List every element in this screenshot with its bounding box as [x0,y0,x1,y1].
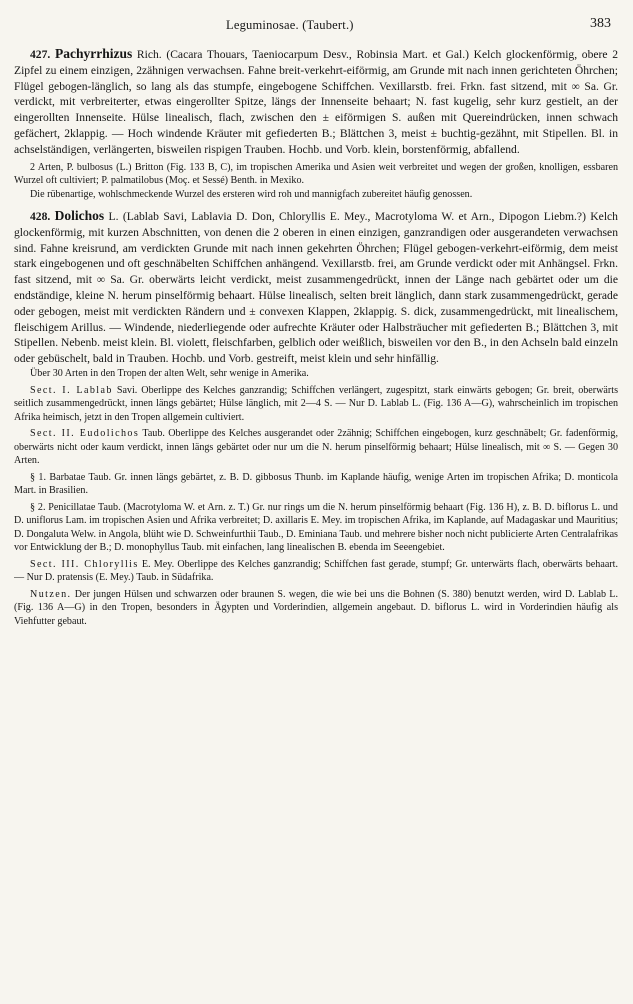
subsection-text: Taub. Gr. innen längs gebärtet, z. B. D. gibbosus Thunb. im Kaplande häufig, wenige Arten im tropischen Afrika; D. monticola Mart. in Brasilien. [14,471,618,497]
section-lablab [14,384,618,425]
subsection-penicillatae [14,501,618,555]
entry-428-summary: Über 30 Arten in den Tropen der alten Welt, sehr wenige in Amerika. [30,368,309,380]
running-header [0,14,633,36]
header-title: Leguminosae. (Taubert.) [226,18,354,32]
section-eudolichos [14,427,618,468]
subsection-label: § 2. Penicillatae [30,501,96,513]
section-label: Sect. II. Eudolichos [30,428,140,440]
section-text: Taub. Oberlippe des Kelches ausgerandet oder 2zähnig; Schiffchen eingebogen, kurz geschnäbelt; Gr. fadenförmig, oberwärts nicht oder kaum verdickt, innen längs gebärtet oder nur um die N. herum pinselförmig behaart; Hülse linealisch, mit ∞ S. — Gegen 30 Arten. [14,428,618,467]
entry-text: (Cacara Thouars, Taeniocarpum Desv., Robinsia Mart. et Gal.) Kelch glockenförmig, obere 2 Zipfel zu einem einzigen, 2zähnigen verwachsen. Fahne breit-verkehrt-eiförmig, am Grunde mit nach innen gerichteten Öhrchen; Flügel gebogen-länglich, so lang als das stumpfe, eingebogene Schiffchen. Vexillarstb. frei. Frkn. fast sitzend, mit ∞ Sa. Gr. verdickt, mit verbreiterter, etwas eingerollter Spitze, längs der Innenseite behaart; N. fast kugelig, sehr kurz gestielt, an der eingerollten Innenseite. Hülse linealisch, flach, zwischen den ± eiförmigen S. außen mit Quereindrücken, innen schwach gefächert, 2klappig. — Hoch windende Kräuter mit gefiederten B.; Blättchen 3, meist ± buchtig-gezähnt, mit Stipellen. Bl. in achselständigen, verlängerten, bisweilen rispigen Trauben. Hochb. und Vorb. klein, borstenförmig, abfallend. [14,48,618,156]
genus-name: Dolichos [54,208,105,224]
entry-428-description [14,208,618,367]
usage-text: Der jungen Hülsen und schwarzen oder braunen S. wegen, die wie bei uns die Bohnen (S. 380) benutzt werden, wird D. Lablab L. (Fig. 136 A—G) in den Tropen, besonders in Ägypten und Vorderindien, allgemein angebaut. D. biflorus L. wird in Vorderindien häufig als Viehfutter gebaut. [14,588,618,627]
subsection-text: Taub. (Macrotyloma W. et Arn. z. T.) Gr. nur rings um die N. herum pinselförmig behaart (Fig. 136 H), z. B. D. biflorus L. und D. uniflorus Lam. im tropischen Asien und Afrika verbreitet; D. axillaris E. Mey. im tropischen Afrika, im Kaplande, auf Madagaskar und Mauritius; D. Dongaluta Welw. in Angola, blüht wie D. Schweinfurthii Taub., D. Eminiana Taub. und mehrere bisher noch nicht publicierte Arten Centralafrikas vor Entwicklung der B.; D. monophyllus Taub. mit einfachen, lang linealischen B. ebenda im Seeengebiet. [14,501,618,554]
entry-text: (Lablab Savi, Lablavia D. Don, Chloryllis E. Mey., Macrotyloma W. et Arn., Dipogon Liebm.?) Kelch glockenförmig, mit kurzen Abschnitten, von denen die 2 oberen in einen einzigen, ganzrandigen oder ausgerandeten verwachsen sind. Fahne kreisrund, am verdickten Grunde mit nach innen gekehrten Öhrchen; Flügel gebogen-verkehrt-eiförmig, dem meist stark eingebogenen und oft geschnäbelten Schiffchen anhängend. Vexillarstb. frei, am Grunde verdickt oder mit Anhängsel. Frkn. fast sitzend, mit ∞ Sa. Gr. oberwärts leicht verdickt, meist zusammengedrückt, innen der Länge nach gebärtet oder um die endständige, kleine N. herum pinselförmig behaart. Hülse linealisch, selten breit länglich, dann stark zusammengedrückt, gerade oder gebogen, meist mit verdickten Rändern und ± convexen Klappen, 2klappig. S. dick, zusammengedrückt, mit linealischem, fleischigem Arillus. — Windende, niederliegende oder aufrechte Kräuter oder Halbsträucher mit gefiederten B.; Blättchen 3, mit Stipellen. Nebenb. meist klein. Bl. violett, fleischfarben, gelblich oder weißlich, bisweilen vor den B., in den Achseln bald einzeln oder gebüschelt, bald in Trauben. Hochb. und Vorb. gestreift, meist klein und sehr hinfällig. [14,210,618,366]
usage-label: Nutzen. [30,588,72,600]
entry-number: 428. [30,210,51,224]
section-label: Sect. I. Lablab [30,384,113,396]
usage-paragraph [14,588,618,629]
entry-427-species-note: 2 Arten, P. bulbosus (L.) Britton (Fig. 133 B, C), im tropischen Amerika und Asien weit verbreitet und wegen der großen, knolligen, essbaren Wurzel oft cultiviert; P. palmatilobus (Moç. et Sessé) Benth. in Mexiko. [14,161,618,187]
entry-427-usage-note: Die rübenartige, wohlschmeckende Wurzel des ersteren wird roh und mannigfach zubereitet häufig genossen. [30,188,473,200]
page-body [14,46,618,996]
genus-author: L. [104,210,119,224]
genus-author: Rich. [132,48,162,61]
genus-name: Pachyrrhizus [54,46,133,61]
section-text: E. Mey. Oberlippe des Kelches ganzrandig; Schiffchen fast gerade, stumpf; Gr. unterwärts flach, oberwärts behaart. — Nur D. pratensis (E. Mey.) Taub. in Südafrika. [14,558,618,584]
page-number: 383 [590,16,611,31]
section-label: Sect. III. Chloryllis [30,558,139,570]
section-chloryllis [14,558,618,585]
entry-427-description [14,46,618,158]
subsection-label: § 1. Barbatae [30,471,86,483]
section-text: Savi. Oberlippe des Kelches ganzrandig; Schiffchen verlängert, zugespitzt, stark einwärts gebogen; Gr. breit, oberwärts seitlich zusammengedrückt, innen längs gebärtet; Hülse länglich, mit 2—4 S. — Nur D. Lablab L. (Fig. 136 A—G), wahrscheinlich im tropischen Afrika heimisch, jetzt in den Tropen allgemein cultiviert. [14,384,618,423]
entry-number: 427. [30,48,51,61]
subsection-barbatae [14,471,618,498]
